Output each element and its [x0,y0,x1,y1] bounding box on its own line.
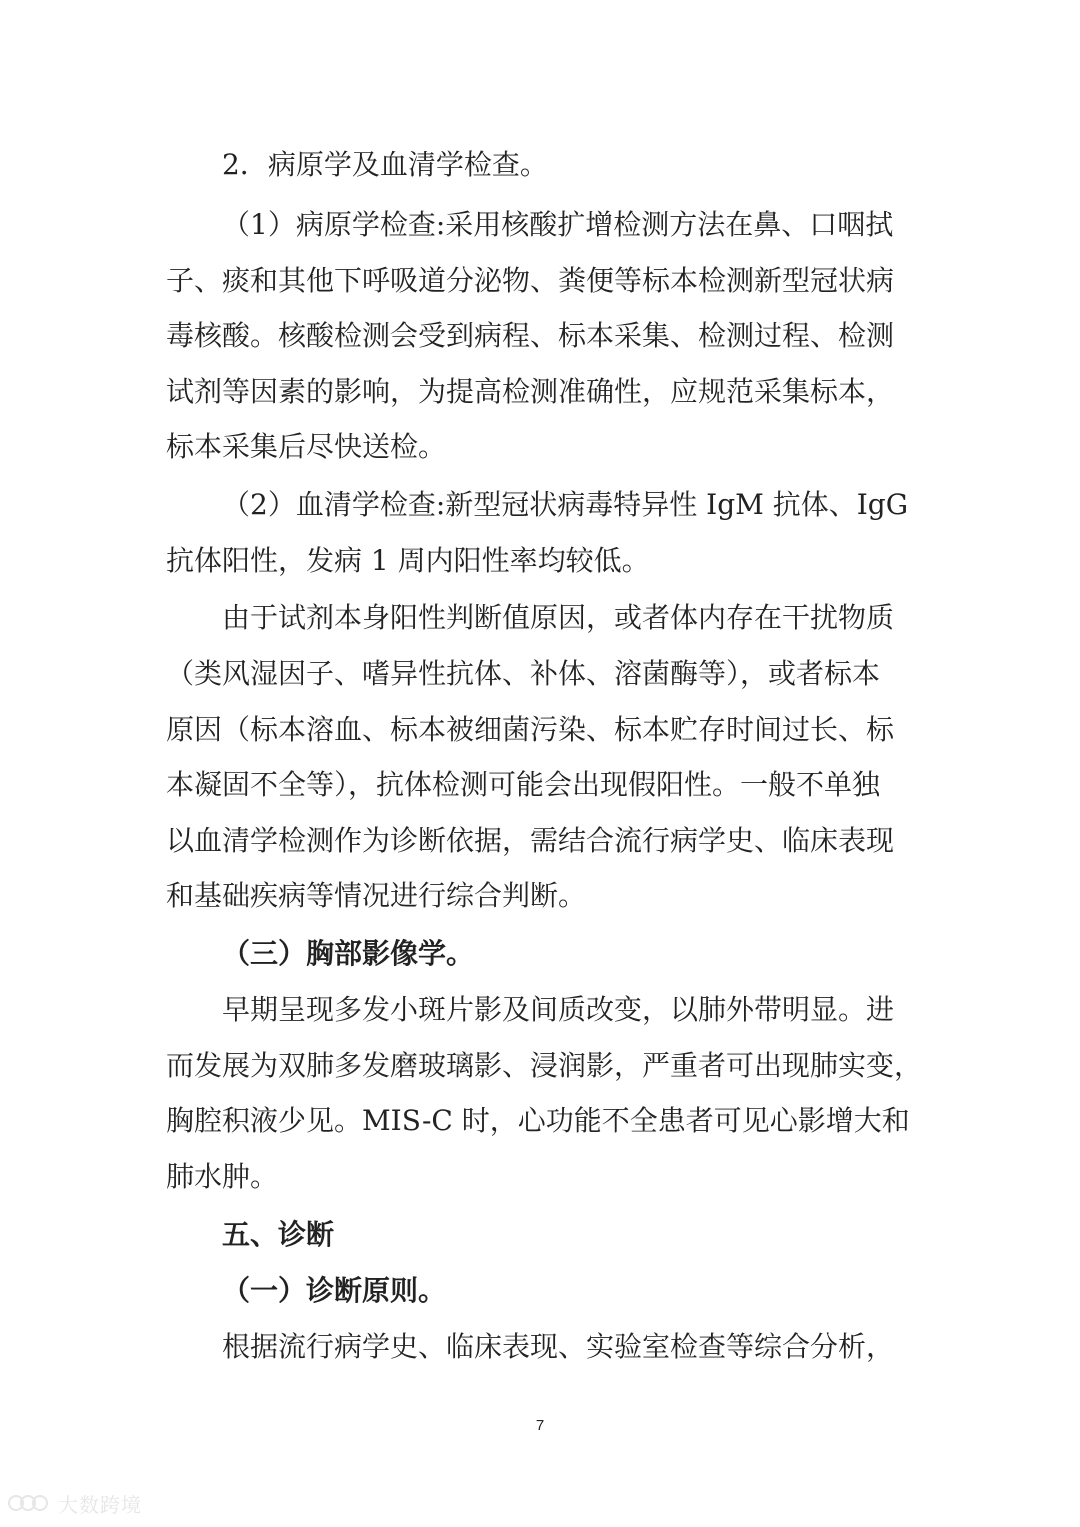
text-line: 根据流行病学史、临床表现、实验室检查等综合分析， [222,1330,895,1363]
text-line: 标本采集后尽快送检。 [166,430,447,463]
text-line: 肺水肿。 [166,1160,279,1193]
text-line: 由于试剂本身阳性判断值原因，或者体内存在干扰物质 [222,601,895,634]
text-line: 抗体阳性，发病 1 周内阳性率均较低。 [166,544,650,577]
text-line: 子、痰和其他下呼吸道分泌物、粪便等标本检测新型冠状病 [166,264,895,297]
text-line: 胸腔积液少见。MIS-C 时，心功能不全患者可见心影增大和 [166,1104,910,1137]
watermark-logo-icon [8,1491,52,1515]
text-line: 和基础疾病等情况进行综合判断。 [166,879,587,912]
section-heading: （三）胸部影像学。 [222,937,475,970]
chapter-heading: 五、诊断 [222,1218,335,1251]
text-line: 早期呈现多发小斑片影及间质改变，以肺外带明显。进 [222,993,895,1026]
text-line: 本凝固不全等），抗体检测可能会出现假阳性。一般不单独 [166,768,881,801]
text-line: 而发展为双肺多发磨玻璃影、浸润影，严重者可出现肺实变， [166,1049,923,1082]
text-line: 以血清学检测作为诊断依据，需结合流行病学史、临床表现 [166,824,895,857]
text-line: （2）血清学检查:新型冠状病毒特异性 IgM 抗体、IgG [222,488,909,521]
watermark [8,1488,142,1518]
watermark-text: 大数跨境 [58,1492,142,1517]
text-line: 2．病原学及血清学检查。 [222,148,548,181]
text-line: 原因（标本溶血、标本被细菌污染、标本贮存时间过长、标 [166,713,895,746]
text-line: 毒核酸。核酸检测会受到病程、标本采集、检测过程、检测 [166,319,895,352]
section-heading: （一）诊断原则。 [222,1274,447,1307]
text-line: 试剂等因素的影响，为提高检测准确性，应规范采集标本， [166,375,895,408]
text-line: （1）病原学检查:采用核酸扩增检测方法在鼻、口咽拭 [222,208,894,241]
text-line: （类风湿因子、嗜异性抗体、补体、溶菌酶等），或者标本 [166,657,881,690]
page-number: 7 [535,1417,545,1434]
